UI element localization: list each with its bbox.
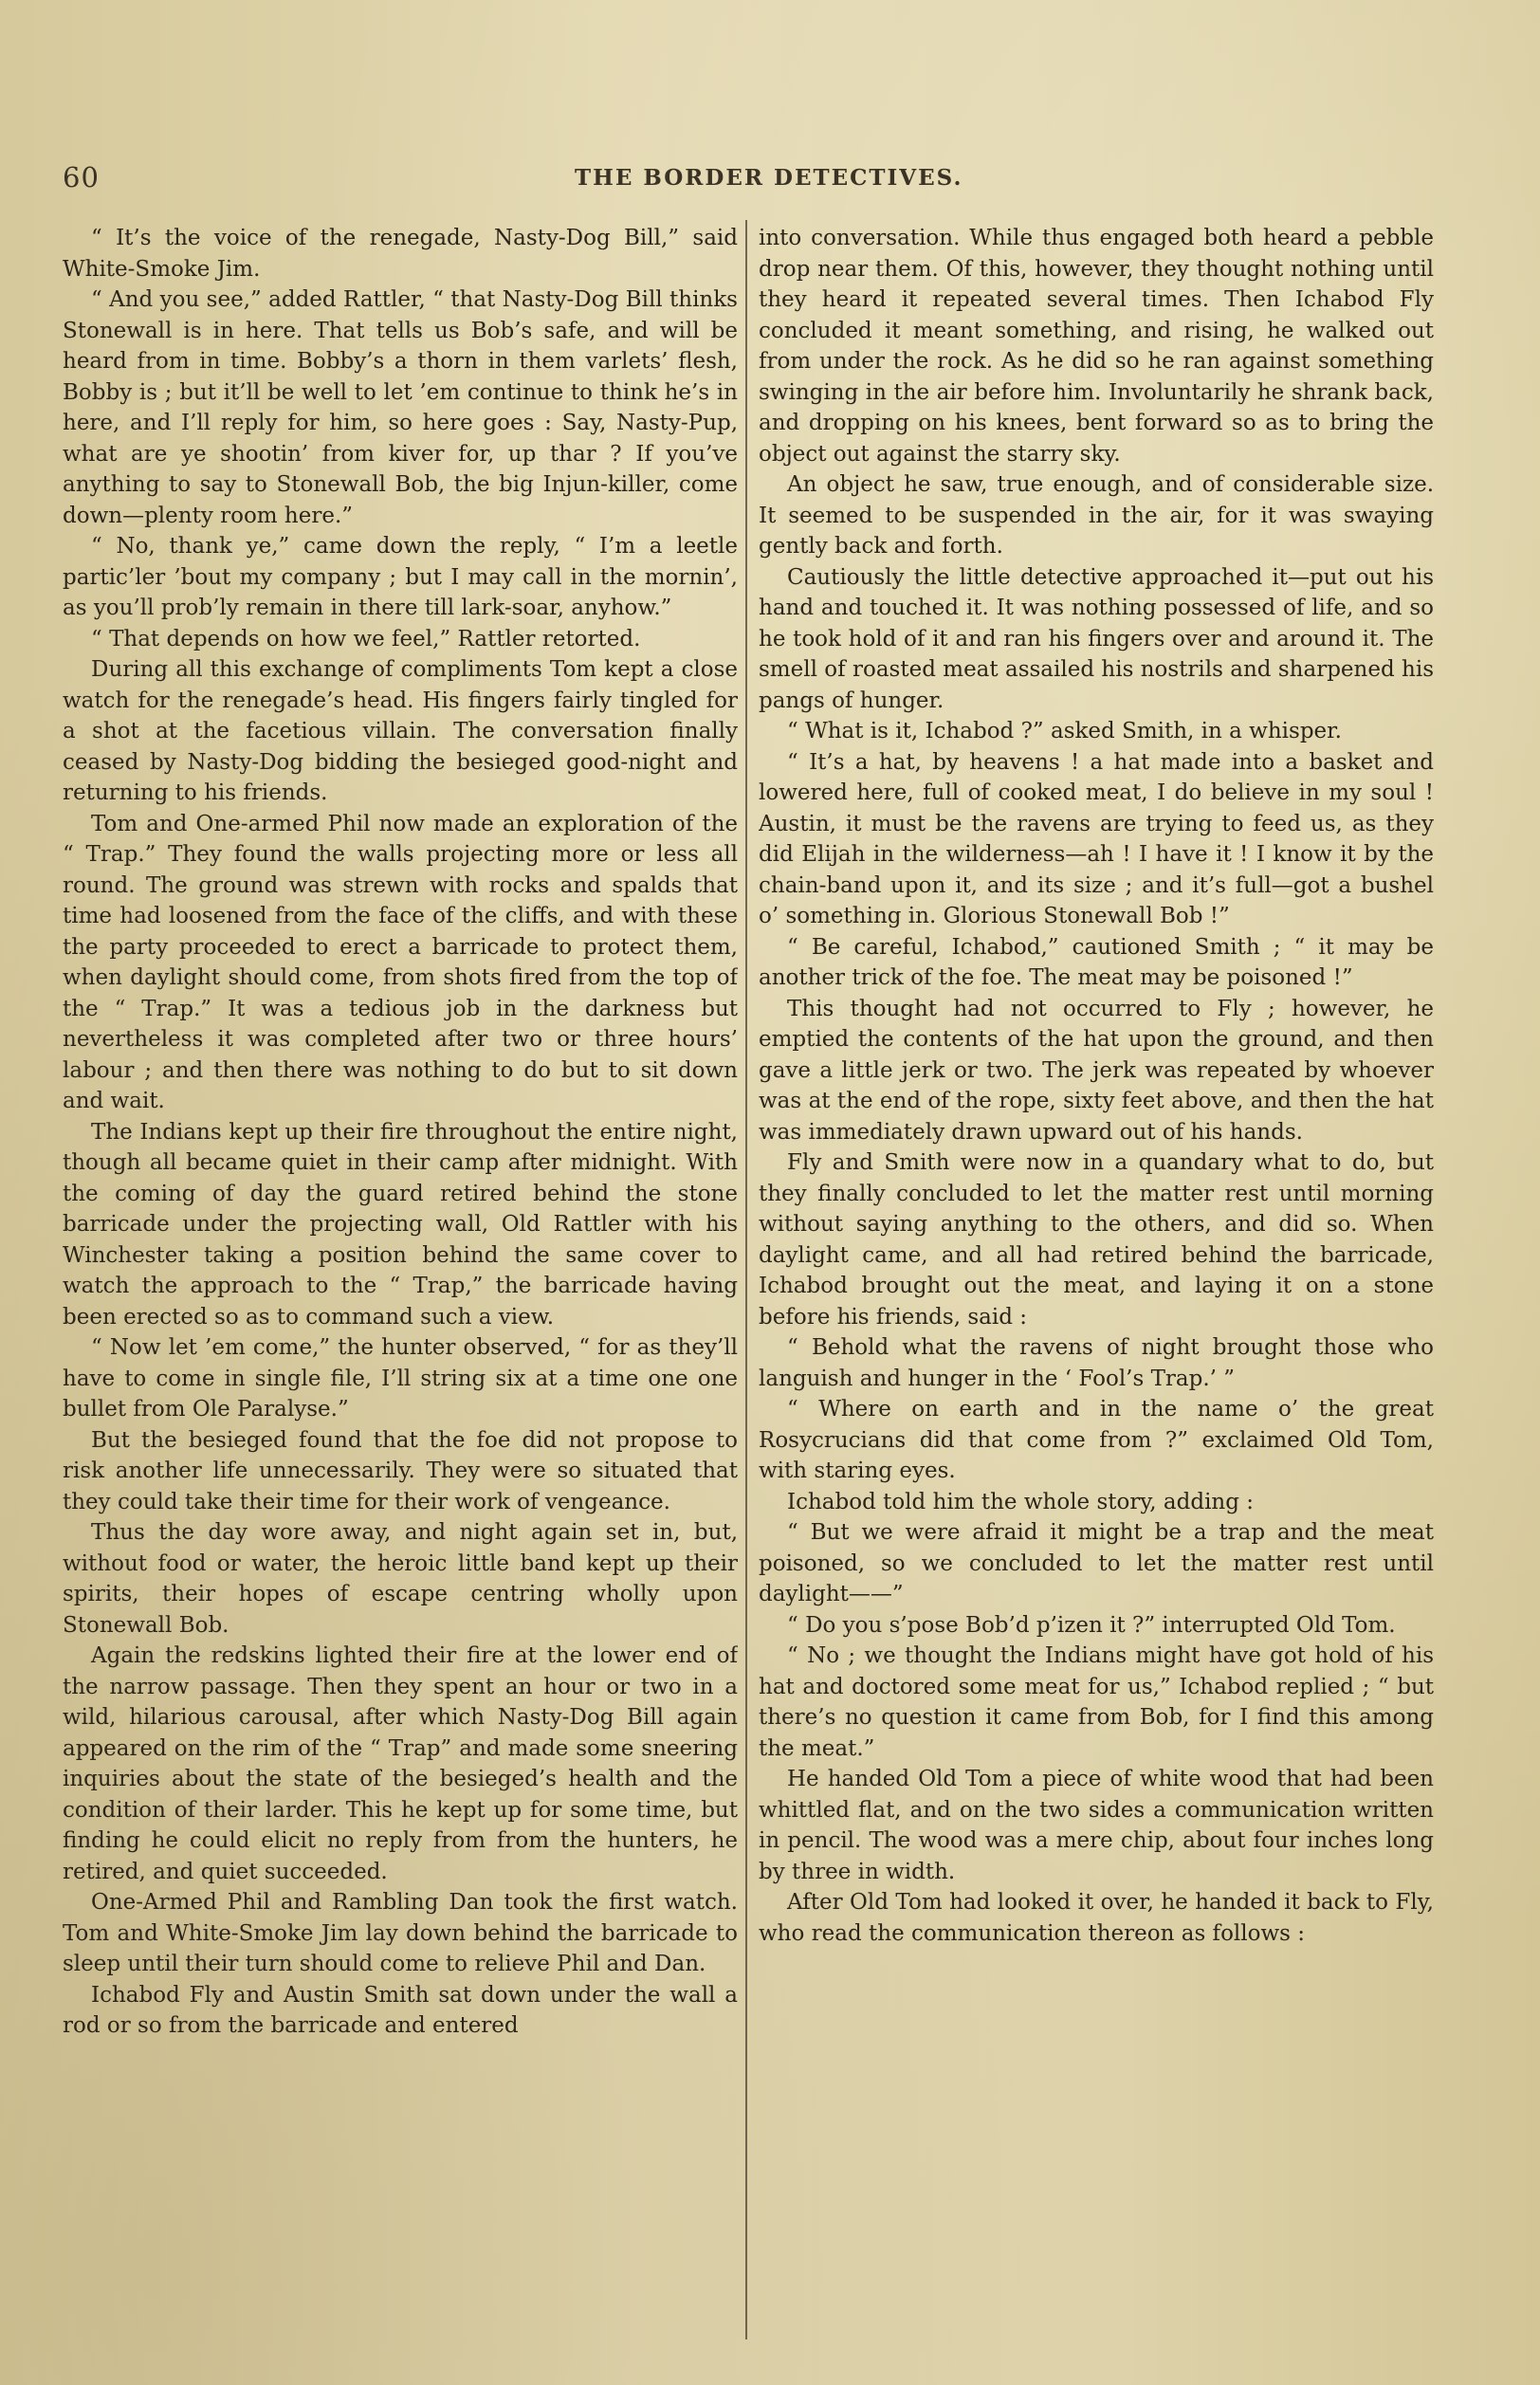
paragraph: Tom and One-armed Phil now made an exploration of the “ Trap.” They found the walls projecting more or less all round. The ground was strewn with rocks and spalds that time had loosened from the face of the cliffs, and with these the party proceeded to erect a barricade to protect them, when daylight should come, from shots fired from the top of the “ Trap.” It was a tedious job in the darkness but nevertheless it was completed after two or three hours’ labour ; and then there was nothing to do but to sit down and wait. xyxy=(63,811,738,1113)
paragraph: After Old Tom had looked it over, he handed it back to Fly, who read the communication thereon as follows : xyxy=(759,1890,1434,1946)
paragraph: into conversation. While thus engaged both heard a pebble drop near them. Of this, however, they thought nothing until they heard it repeated several times. Then Ichabod Fly concluded it meant something, and rising, he walked out from under the rock. As he did so he ran against something swinging in the air before him. Involuntarily he shrank back, and dropping on his knees, bent forward so as to bring the object out against the starry sky. xyxy=(759,226,1434,467)
paragraph: “ It’s a hat, by heavens ! a hat made into a basket and lowered here, full of cooked meat, I do believe in my soul ! Austin, it must be the ravens are trying to feed us, as they did Elijah in the wilderness—ah ! I have it ! I know it by the chain-band upon it, and its size ; and it’s full—got a bushel o’ something in. Glorious Stonewall Bob !” xyxy=(759,749,1434,928)
paragraph: Thus the day wore away, and night again set in, but, without food or water, the heroic little band kept up their spirits, their hopes of escape centring wholly upon Stonewall Bob. xyxy=(63,1520,738,1638)
paragraph: “ Where on earth and in the name o’ the great Rosycrucians did that come from ?” exclaimed Old Tom, with staring eyes. xyxy=(759,1397,1434,1483)
paragraph: “ But we were afraid it might be a trap and the meat poisoned, so we concluded to let the matter rest until daylight——” xyxy=(759,1520,1434,1606)
paragraph: “ No ; we thought the Indians might have got hold of his hat and doctored some meat for us,” Ichabod replied ; “ but there’s no question it came from Bob, for I find this among the meat.” xyxy=(759,1643,1434,1761)
left-column xyxy=(63,223,738,2333)
paragraph: “ It’s the voice of the renegade, Nasty-Dog Bill,” said White-Smoke Jim. xyxy=(63,226,738,282)
paragraph: But the besieged found that the foe did not propose to risk another life unnecessarily. They were so situated that they could take their time for their work of vengeance. xyxy=(63,1427,738,1514)
paragraph: Ichabod told him the whole story, adding : xyxy=(787,1489,1255,1514)
column-divider xyxy=(745,220,747,2339)
page-number: 60 xyxy=(63,161,100,193)
paragraph: “ And you see,” added Rattler, “ that Nasty-Dog Bill thinks Stonewall is in here. That tells us Bob’s safe, and will be heard from in time. Bobby’s a thorn in them varlets’ flesh, Bobby is ; but it’ll be well to let ’em continue to think he’s in here, and I’ll reply for him, so here goes : Say, Nasty-Pup, what are ye shootin’ from kiver for, up thar ? If you’ve anything to say to Stonewall Bob, the big Injun-killer, come down—plenty room here.” xyxy=(63,287,738,528)
right-column xyxy=(759,223,1434,2333)
paragraph: “ Now let ’em come,” the hunter observed, “ for as they’ll have to come in single file, I’ll string six at a time one one bullet from Ole Paralyse.” xyxy=(63,1335,738,1422)
page-header xyxy=(63,161,1433,199)
paragraph: “ Be careful, Ichabod,” cautioned Smith ; “ it may be another trick of the foe. The meat may be poisoned !” xyxy=(759,934,1434,990)
paragraph: “ Behold what the ravens of night brought those who languish and hunger in the ‘ Fool’s Trap.’ ” xyxy=(759,1335,1434,1391)
paragraph: One-Armed Phil and Rambling Dan took the first watch. Tom and White-Smoke Jim lay down behind the barricade to sleep until their turn should come to relieve Phil and Dan. xyxy=(63,1890,738,1976)
paragraph: The Indians kept up their fire throughout the entire night, though all became quiet in their camp after midnight. With the coming of day the guard retired behind the stone barricade under the projecting wall, Old Rattler with his Winchester taking a position behind the same cover to watch the approach to the “ Trap,” the barricade having been erected so as to command such a view. xyxy=(63,1119,738,1330)
paragraph: Cautiously the little detective approached it—put out his hand and touched it. It was nothing possessed of life, and so he took hold of it and ran his fingers over and around it. The smell of roasted meat assailed his nostrils and sharpened his pangs of hunger. xyxy=(759,564,1434,713)
paragraph: “ That depends on how we feel,” Rattler retorted. xyxy=(91,626,641,651)
paragraph: He handed Old Tom a piece of white wood that had been whittled flat, and on the two sides a communication written in pencil. The wood was a mere chip, about four inches long by three in width. xyxy=(759,1767,1434,1884)
paragraph: Fly and Smith were now in a quandary what to do, but they finally concluded to let the matter rest until morning without saying anything to the others, and did so. When daylight came, and all had retired behind the barricade, Ichabod brought out the meat, and laying it on a stone before his friends, said : xyxy=(759,1150,1434,1330)
paragraph: “ Do you s’pose Bob’d p’izen it ?” interrupted Old Tom. xyxy=(787,1612,1396,1638)
paragraph: Ichabod Fly and Austin Smith sat down under the wall a rod or so from the barricade and entered xyxy=(63,1982,738,2038)
running-title: THE BORDER DETECTIVES. xyxy=(575,165,963,191)
paragraph: “ What is it, Ichabod ?” asked Smith, in a whisper. xyxy=(787,719,1342,743)
paragraph: Again the redskins lighted their fire at the lower end of the narrow passage. Then they spent an hour or two in a wild, hilarious carousal, after which Nasty-Dog Bill again appeared on the rim of the “ Trap” and made some sneering inquiries about the state of the besieged’s health and the condition of their larder. This he kept up for some time, but finding he could elicit no reply from from the hunters, he retired, and quiet succeeded. xyxy=(63,1643,738,1884)
paragraph: “ No, thank ye,” came down the reply, “ I’m a leetle partic’ler ’bout my company ; but I may call in the mornin’, as you’ll prob’ly remain in there till lark-soar, anyhow.” xyxy=(63,534,738,620)
paragraph: This thought had not occurred to Fly ; however, he emptied the contents of the hat upon the ground, and then gave a little jerk or two. The jerk was repeated by whoever was at the end of the rope, sixty feet above, and then the hat was immediately drawn upward out of his hands. xyxy=(759,996,1434,1145)
paragraph: An object he saw, true enough, and of considerable size. It seemed to be suspended in the air, for it was swaying gently back and forth. xyxy=(759,472,1434,559)
paragraph: During all this exchange of compliments Tom kept a close watch for the renegade’s head. His fingers fairly tingled for a shot at the facetious villain. The conversation finally ceased by Nasty-Dog bidding the besieged good-night and returning to his friends. xyxy=(63,657,738,805)
